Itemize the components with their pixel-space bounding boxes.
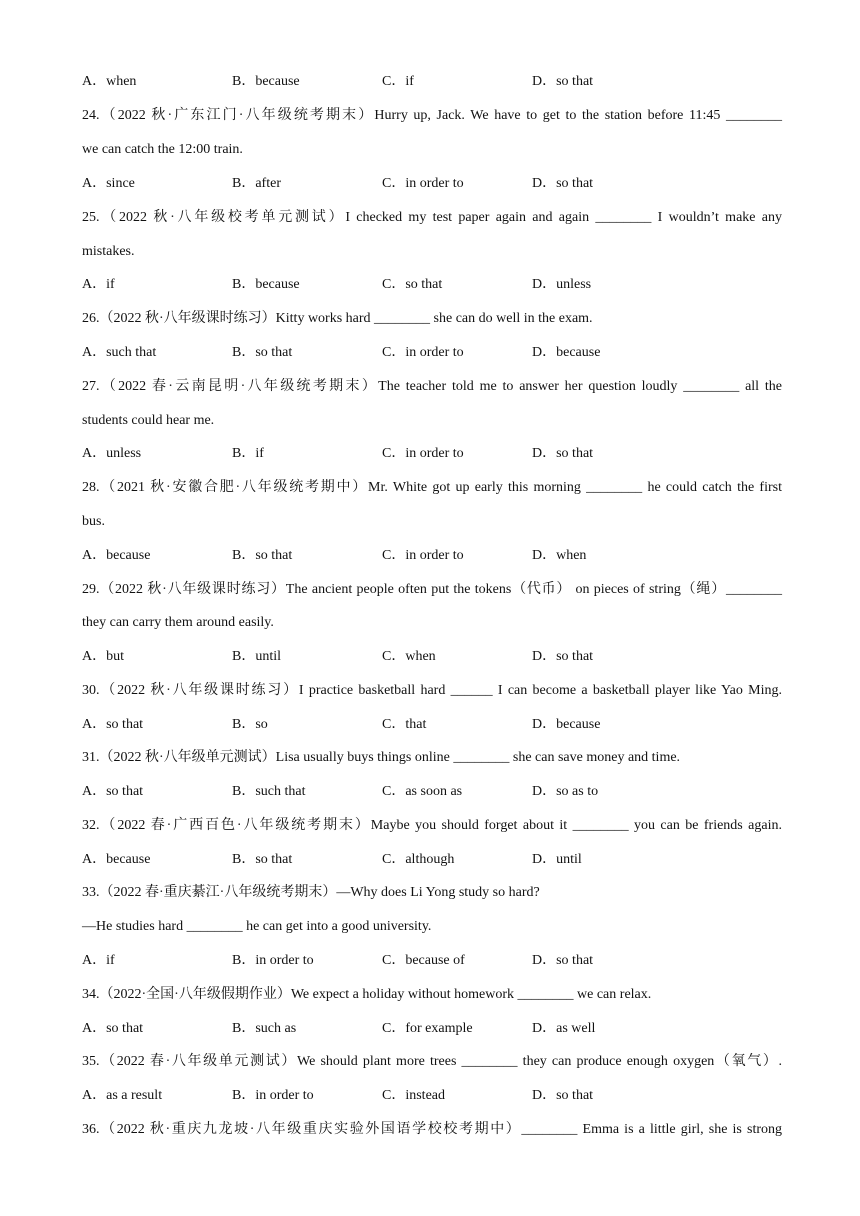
options-row-q30 — [82, 715, 782, 735]
option-d: D．so that — [532, 74, 594, 89]
option-b: B．in order to — [232, 953, 314, 968]
option-a: A．so that — [82, 1021, 144, 1036]
options-row-q31 — [82, 782, 782, 802]
option-a: A．if — [82, 277, 115, 292]
options-row-q33 — [82, 951, 782, 971]
question-36-stem: 36.（2022 秋·重庆九龙坡·八年级重庆实验外国语学校校考期中）________ Emma is a little girl, she is strong — [82, 1122, 782, 1137]
option-c: C．in order to — [382, 446, 464, 461]
option-d: D．as well — [532, 1021, 596, 1036]
option-a: A．when — [82, 74, 137, 89]
question-24-stem: 24.（2022 秋·广东江门·八年级统考期末）Hurry up, Jack. We have to get to the station before 11:45 ________ — [82, 108, 782, 123]
question-34-stem: 34.（2022·全国·八年级假期作业）We expect a holiday without homework ________ we can relax. — [82, 987, 652, 1002]
option-b: B．so that — [232, 345, 293, 360]
option-d: D．so that — [532, 176, 594, 191]
option-d: D．until — [532, 852, 582, 867]
option-b: B．so — [232, 717, 268, 732]
option-a: A．such that — [82, 345, 157, 360]
option-c: C．so that — [382, 277, 443, 292]
option-c: C．instead — [382, 1088, 445, 1103]
options-row-q32 — [82, 850, 782, 870]
option-c: C．as soon as — [382, 784, 463, 799]
option-c: C．that — [382, 717, 427, 732]
question-28-stem: 28.（2021 秋·安徽合肥·八年级统考期中）Mr. White got up early this morning ________ he could catch the first — [82, 480, 782, 495]
question-29-stem-cont: they can carry them around easily. — [82, 615, 274, 630]
options-row-q29 — [82, 647, 782, 667]
option-a: A．if — [82, 953, 115, 968]
option-d: D．so that — [532, 953, 594, 968]
options-row-q25 — [82, 275, 782, 295]
question-28-stem-cont: bus. — [82, 514, 105, 529]
option-c: C．although — [382, 852, 455, 867]
option-b: B．such as — [232, 1021, 297, 1036]
option-a: A．because — [82, 548, 151, 563]
option-c: C．in order to — [382, 548, 464, 563]
option-c: C．if — [382, 74, 414, 89]
question-32-stem: 32.（2022 春·广西百色·八年级统考期末）Maybe you should forget about it ________ you can be friends again. — [82, 818, 782, 833]
question-25-stem-cont: mistakes. — [82, 244, 135, 259]
option-a: A．since — [82, 176, 135, 191]
option-c: C．in order to — [382, 176, 464, 191]
option-a: A．so that — [82, 717, 144, 732]
option-c: C．in order to — [382, 345, 464, 360]
options-row-q23 — [82, 72, 782, 92]
option-b: B．until — [232, 649, 282, 664]
options-row-q26 — [82, 343, 782, 363]
option-a: A．so that — [82, 784, 144, 799]
option-a: A．but — [82, 649, 124, 664]
options-row-q35 — [82, 1086, 782, 1106]
question-29-stem: 29.（2022 秋·八年级课时练习）The ancient people often put the tokens（代币） on pieces of string（绳）________ — [82, 582, 782, 597]
question-27-stem-cont: students could hear me. — [82, 413, 215, 428]
question-25-stem: 25.（2022 秋·八年级校考单元测试）I checked my test paper again and again ________ I wouldn’t make any — [82, 210, 782, 225]
option-d: D．unless — [532, 277, 592, 292]
option-b: B．such that — [232, 784, 306, 799]
question-30-stem: 30.（2022 秋·八年级课时练习）I practice basketball hard ______ I can become a basketball player like Yao Ming. — [82, 683, 782, 698]
option-a: A．as a result — [82, 1088, 163, 1103]
question-27-stem: 27.（2022 春·云南昆明·八年级统考期末）The teacher told me to answer her question loudly ________ all the — [82, 379, 782, 394]
option-b: B．so that — [232, 852, 293, 867]
option-c: C．because of — [382, 953, 465, 968]
option-d: D．because — [532, 717, 601, 732]
options-row-q24 — [82, 174, 782, 194]
options-row-q27 — [82, 444, 782, 464]
option-b: B．if — [232, 446, 264, 461]
option-c: C．when — [382, 649, 436, 664]
option-a: A．unless — [82, 446, 142, 461]
option-b: B．because — [232, 74, 300, 89]
option-d: D．when — [532, 548, 587, 563]
option-b: B．after — [232, 176, 281, 191]
question-24-stem-cont: we can catch the 12:00 train. — [82, 142, 243, 157]
option-b: B．in order to — [232, 1088, 314, 1103]
option-b: B．because — [232, 277, 300, 292]
option-d: D．because — [532, 345, 601, 360]
option-d: D．so that — [532, 446, 594, 461]
option-a: A．because — [82, 852, 151, 867]
question-33-answer-line: —He studies hard ________ he can get into a good university. — [82, 919, 432, 934]
option-b: B．so that — [232, 548, 293, 563]
option-d: D．so as to — [532, 784, 599, 799]
option-c: C．for example — [382, 1021, 473, 1036]
options-row-q28 — [82, 546, 782, 566]
question-35-stem: 35.（2022 春·八年级单元测试）We should plant more trees ________ they can produce enough oxygen（氧气）. — [82, 1054, 782, 1069]
question-31-stem: 31.（2022 秋·八年级单元测试）Lisa usually buys things online ________ she can save money and time. — [82, 750, 681, 765]
option-d: D．so that — [532, 1088, 594, 1103]
options-row-q34 — [82, 1019, 782, 1039]
option-d: D．so that — [532, 649, 594, 664]
question-33-stem: 33.（2022 春·重庆綦江·八年级统考期末）—Why does Li Yong study so hard? — [82, 885, 540, 900]
question-26-stem: 26.（2022 秋·八年级课时练习）Kitty works hard ________ she can do well in the exam. — [82, 311, 593, 326]
